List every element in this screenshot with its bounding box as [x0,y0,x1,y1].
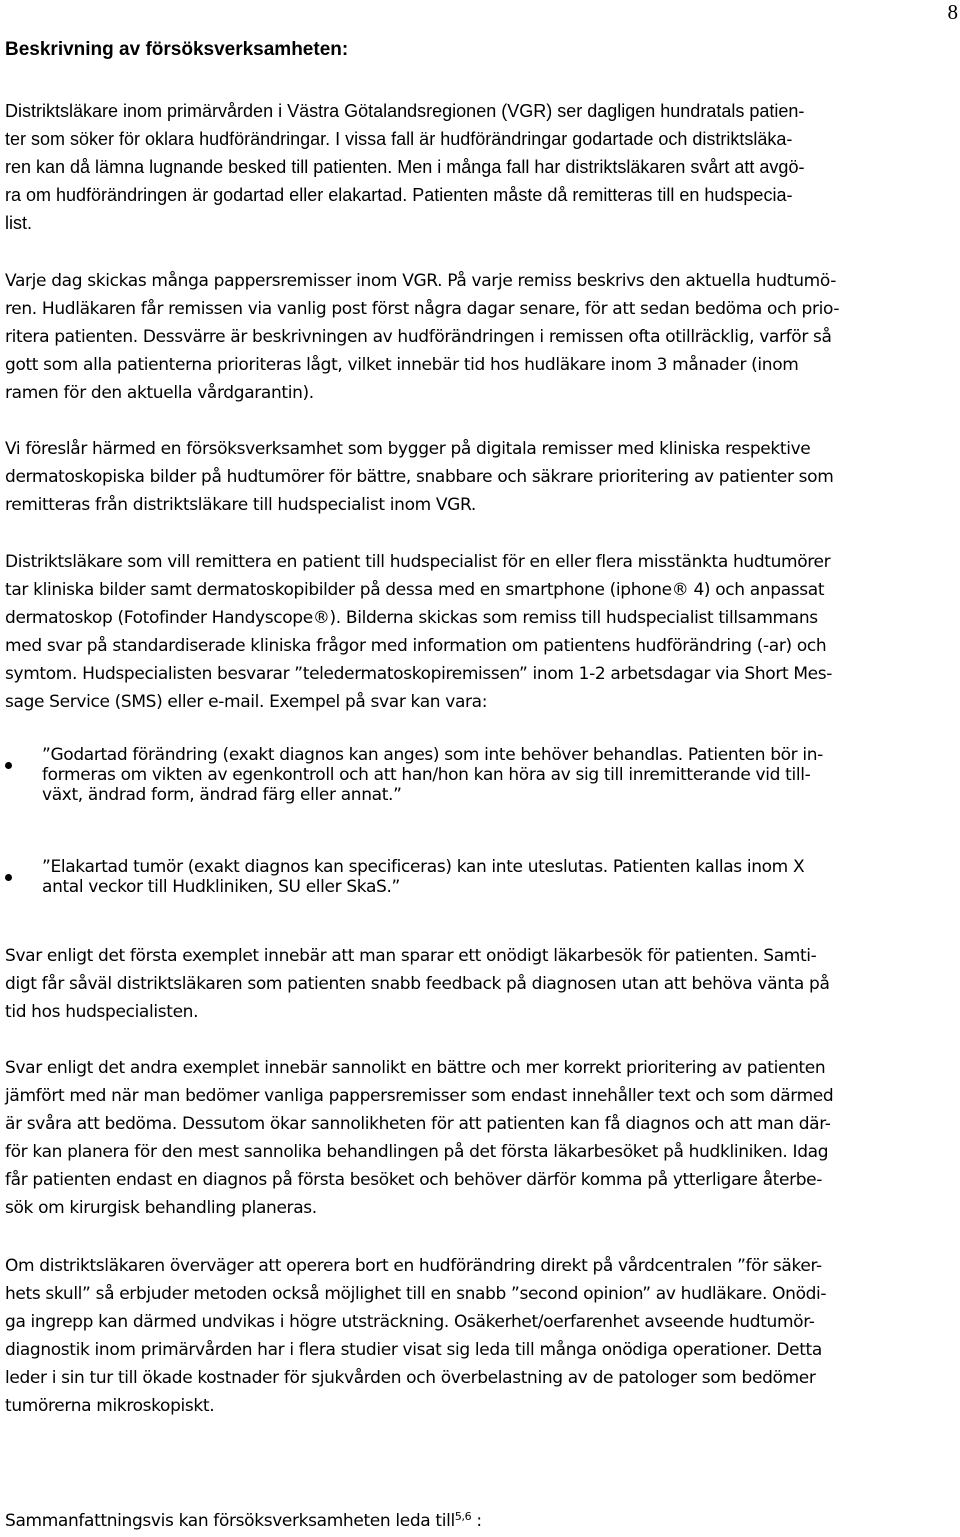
section-heading: Beskrivning av försöksverksamheten: [5,39,349,60]
summary-text: Sammanfattningsvis kan försöksverksamheten leda till [5,1511,455,1531]
summary-tail: : [471,1511,482,1531]
bullet-dot [5,762,12,769]
paragraph-line: Svar enligt det andra exemplet innebär sannolikt en bättre och mer korrekt prioritering av patienten [5,1058,826,1078]
paragraph-line: Svar enligt det första exemplet innebär att man sparar ett onödigt läkarbesök för patienten. Samti- [5,946,817,966]
paragraph-intro [5,97,955,237]
list-item-line: formeras om vikten av egenkontroll och att han/hon kan höra av sig till inremitterande vid till- [42,765,811,785]
paragraph-line: leder i sin tur till ökade kostnader för sjukvården och överbelastning av de patologer som bedömer [5,1368,816,1388]
paragraph-line: får patienten endast en diagnos på första besöket och behöver därför komma på ytterligare återbe- [5,1170,823,1190]
paragraph-line: tid hos hudspecialisten. [5,1002,199,1022]
reference-superscript: 5,6 [454,1510,472,1523]
paragraph-line: är svåra att bedöma. Dessutom ökar sannolikheten för att patienten kan få diagnos och att man där- [5,1114,831,1134]
paragraph-line: jämfört med när man bedömer vanliga pappersremisser som endast innehåller text och som därmed [5,1086,834,1106]
bullet-dot [5,874,12,881]
paragraph-line: sök om kirurgisk behandling planeras. [5,1198,317,1218]
paragraph-line: remitteras från distriktsläkare till hudspecialist inom VGR. [5,495,476,515]
paragraph-method [5,548,955,716]
paragraph-line: ra om hudförändringen är godartad eller elakartad. Patienten måste då remitteras till en hudspecia- [5,185,793,205]
page-number: 8 [947,0,958,24]
list-item-line: ”Elakartad tumör (exakt diagnos kan specificeras) kan inte uteslutas. Patienten kallas inom X [42,857,805,877]
list-item-line: antal veckor till Hudkliniken, SU eller SkaS.” [42,877,401,897]
paragraph-line: list. [5,213,32,233]
paragraph-line: med svar på standardiserade kliniska frågor med information om patientens hudförändring (-ar) och [5,636,827,656]
paragraph-line: ren. Hudläkaren får remissen via vanlig post först några dagar senare, för att sedan bedöma och prio- [5,299,840,319]
paragraph-second-opinion [5,1252,955,1420]
list-item-line: ”Godartad förändring (exakt diagnos kan anges) som inte behöver behandlas. Patienten bör in- [42,745,823,765]
paragraph-line: dermatoskop (Fotofinder Handyscope®). Bilderna skickas som remiss till hudspecialist tillsammans [5,608,818,628]
paragraph-paper-referrals [5,267,955,407]
paragraph-line: Distriktsläkare som vill remittera en patient till hudspecialist för en eller flera misstänkta hudtumörer [5,552,831,572]
paragraph-line: Vi föreslår härmed en försöksverksamhet som bygger på digitala remisser med kliniska respektive [5,439,811,459]
paragraph-line: symtom. Hudspecialisten besvarar ”teledermatoskopiremissen” inom 1-2 arbetsdagar via Short Mes- [5,664,833,684]
paragraph-line: ritera patienten. Dessvärre är beskrivningen av hudförändringen i remissen ofta otillräcklig, varför så [5,327,832,347]
paragraph-line: tar kliniska bilder samt dermatoskopibilder på dessa med en smartphone (iphone® 4) och anpassat [5,580,825,600]
paragraph-second-example [5,1054,955,1222]
paragraph-proposal [5,435,955,519]
paragraph-line: ga ingrepp kan därmed undvikas i högre utsträckning. Osäkerhet/oerfarenhet avseende hudtumör- [5,1312,815,1332]
paragraph-line: ren kan då lämna lugnande besked till patienten. Men i många fall har distriktsläkaren svårt att avgö- [5,157,805,177]
paragraph-line: diagnostik inom primärvården har i flera studier visat sig leda till många onödiga operationer. Detta [5,1340,822,1360]
paragraph-line: ramen för den aktuella vårdgarantin). [5,383,314,403]
paragraph-first-example [5,942,955,1026]
paragraph-line: digt får såväl distriktsläkaren som patienten snabb feedback på diagnosen utan att behöva vänta på [5,974,830,994]
paragraph-line: för kan planera för den mest sannolika behandlingen på det första läkarbesöket på hudkliniken. Idag [5,1142,829,1162]
paragraph-line: Distriktsläkare inom primärvården i Västra Götalandsregionen (VGR) ser dagligen hundratals patien- [5,101,805,121]
paragraph-line: dermatoskopiska bilder på hudtumörer för bättre, snabbare och säkrare prioritering av patienter som [5,467,834,487]
list-item-line: växt, ändrad form, ändrad färg eller annat.” [42,785,402,805]
paragraph-line: tumörerna mikroskopiskt. [5,1396,215,1416]
paragraph-line: gott som alla patienterna prioriteras lågt, vilket innebär tid hos hudläkare inom 3 månader (inom [5,355,799,375]
paragraph-line: Om distriktsläkaren överväger att operera bort en hudförändring direkt på vårdcentralen ”för säker- [5,1256,822,1276]
paragraph-line: hets skull” så erbjuder metoden också möjlighet till en snabb ”second opinion” av hudläkare. Onödi- [5,1284,827,1304]
paragraph-line: ter som söker för oklara hudförändringar. I vissa fall är hudförändringar godartade och distriktsläka- [5,129,793,149]
paragraph-line: Varje dag skickas många pappersremisser inom VGR. På varje remiss beskrivs den aktuella hudtumö- [5,271,837,291]
summary-line [5,1507,955,1535]
paragraph-line: sage Service (SMS) eller e-mail. Exempel på svar kan vara: [5,692,488,712]
